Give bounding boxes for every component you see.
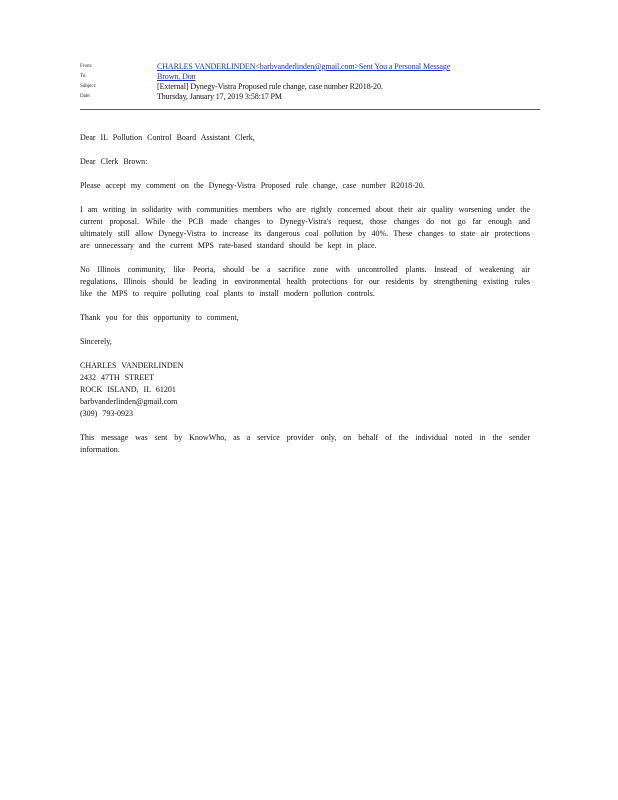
from-sender-link[interactable]: CHARLES VANDERLINDEN<barbvanderlinden@gmail.com>Sent You a Personal Message bbox=[157, 62, 451, 71]
comment-intro-paragraph: Please accept my comment on the Dynegy-Vistra Proposed rule change, case number R2018-20. bbox=[80, 181, 425, 190]
signature-city: ROCK ISLAND, IL 61201 bbox=[80, 385, 176, 394]
subject-label: Subject: bbox=[80, 84, 97, 89]
from-label: From: bbox=[80, 64, 93, 69]
email-header bbox=[80, 62, 540, 102]
signature-street: 2432 47TH STREET bbox=[80, 373, 154, 382]
date-value: Thursday, January 17, 2019 3:58:17 PM bbox=[157, 92, 282, 101]
subject-row bbox=[80, 82, 540, 92]
thank-you-paragraph: Thank you for this opportunity to comment, bbox=[80, 313, 239, 322]
date-label: Date: bbox=[80, 94, 91, 99]
header-divider bbox=[80, 109, 540, 110]
salutation-clerk: Dear Clerk Brown: bbox=[80, 157, 148, 166]
to-recipient-link[interactable]: Brown, Don bbox=[157, 72, 196, 81]
subject-value: [External] Dynegy-Vistra Proposed rule change, case number R2018-20. bbox=[157, 82, 383, 91]
salutation-board: Dear IL Pollution Control Board Assistant Clerk, bbox=[80, 133, 255, 142]
signature-name: CHARLES VANDERLINDEN bbox=[80, 361, 184, 370]
from-row bbox=[80, 62, 540, 72]
closing: Sincerely, bbox=[80, 337, 112, 346]
letter-body bbox=[80, 132, 530, 468]
knowwho-footer-note: This message was sent by KnowWho, as a service provider only, on behalf of the individual noted in the sender information. bbox=[80, 433, 530, 454]
signature-email: barbvanderlinden@gmail.com bbox=[80, 397, 178, 406]
to-label: To: bbox=[80, 74, 87, 79]
signature-phone: (309) 793-0923 bbox=[80, 409, 133, 418]
date-row bbox=[80, 92, 540, 102]
solidarity-paragraph: I am writing in solidarity with communities members who are rightly concerned about their air quality worsening under the current proposal. While the PCB made changes to Dynegy-Vistra's request, those changes do not go far enough and ultimately still allow Dynegy-Vistra to increase its dangerous coal pollution by 40%. These changes to state air protections are unnecessary and the current MPS rate-based standard should be kept in place. bbox=[80, 205, 530, 250]
signature-block bbox=[80, 360, 530, 420]
to-row bbox=[80, 72, 540, 82]
sacrifice-zone-paragraph: No Illinois community, like Peoria, should be a sacrifice zone with uncontrolled plants. Instead of weakening air regulations, Illinois should be leading in environmental health protections for our residents by strengthening existing rules like the MPS to require polluting coal plants to install modern pollution controls. bbox=[80, 265, 530, 298]
